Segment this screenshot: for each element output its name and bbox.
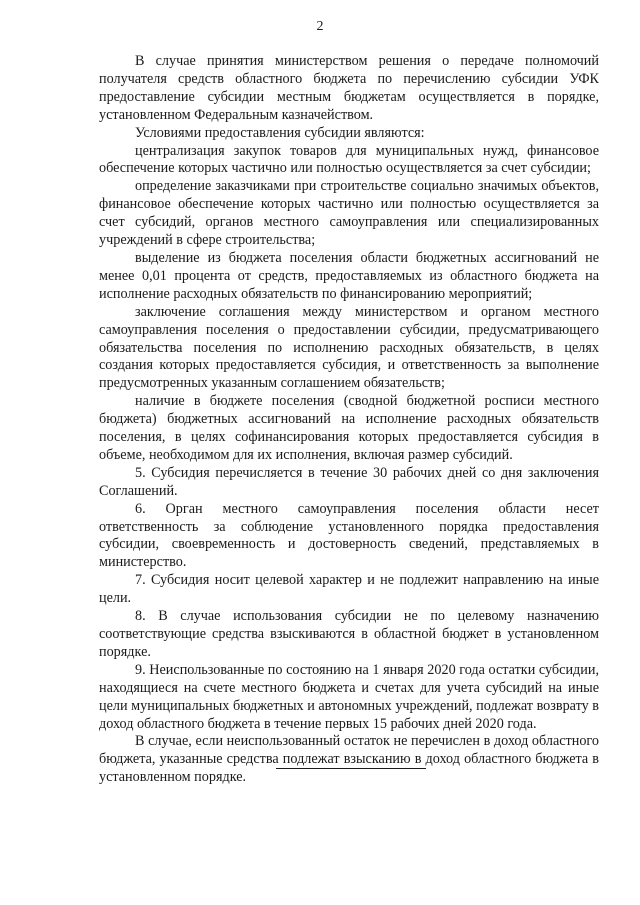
paragraph-item-9: 9. Неиспользованные по состоянию на 1 января 2020 года остатки субсидии, находящиеся на счете местного бюджета и счетах для учета субсидий на иные цели муниципальных бюджетных и автономных учреждений, подлежат возврату в доход областного бюджета в течение первых 15 рабочих дней 2020 года. <box>99 661 599 732</box>
paragraph-unused-balance: В случае, если неиспользованный остаток не перечислен в доход областного бюджета, указанные средства подлежат взысканию в доход областного бюджета в установленном порядке. <box>99 733 599 786</box>
paragraph-condition-customers: определение заказчиками при строительстве социально значимых объектов, финансовое обеспечение которых частично или полностью осуществляется за счет субсидий, органов местного самоуправления или специализированных учреждений в сфере строительства; <box>99 178 599 249</box>
paragraph-condition-procurement: централизация закупок товаров для муниципальных нужд, финансовое обеспечение которых частично или полностью осуществляется за счет субсидии; <box>99 142 599 177</box>
paragraph-item-5: 5. Субсидия перечисляется в течение 30 рабочих дней со дня заключения Соглашений. <box>99 464 599 499</box>
end-divider <box>276 768 426 769</box>
paragraph-item-7: 7. Субсидия носит целевой характер и не подлежит направлению на иные цели. <box>99 572 599 607</box>
paragraph-condition-agreement: заключение соглашения между министерством и органом местного самоуправления поселения о предоставлении субсидии, предусматривающего обязательства поселения по исполнению расходных обязательств, в целях создания которых предоставляется субсидия, и ответственность за выполнение предусмотренных указанным соглашением обязательств; <box>99 303 599 392</box>
paragraph-ufk-transfer: В случае принятия министерством решения о передаче полномочий получателя средств областного бюджета по перечислению субсидии УФК предоставление субсидии местным бюджетам осуществляется в порядке, установленном Федеральным казначейством. <box>99 53 599 123</box>
paragraph-conditions-intro: Условиями предоставления субсидии являются: <box>135 124 425 141</box>
paragraph-condition-allocation: выделение из бюджета поселения области бюджетных ассигнований не менее 0,01 процента от средств, предоставляемых из областного бюджета на исполнение расходных обязательств по финансированию мероприятий; <box>99 249 599 302</box>
page-number: 2 <box>316 19 324 34</box>
paragraph-item-6: 6. Орган местного самоуправления поселения области несет ответственность за соблюдение установленного порядка предоставления субсидии, своевременность и достоверность сведений, представляемых в министерство. <box>99 500 599 571</box>
paragraph-condition-budget: наличие в бюджете поселения (сводной бюджетной росписи местного бюджета) бюджетных ассигнований на исполнение расходных обязательств поселения, в целях софинансирования которых предоставляется субсидия в объеме, необходимом для их исполнения, включая размер субсидий. <box>99 393 599 463</box>
document-body <box>99 53 599 787</box>
paragraph-item-8: 8. В случае использования субсидии не по целевому назначению соответствующие средства взыскиваются в областной бюджет в установленном порядке. <box>99 608 599 660</box>
